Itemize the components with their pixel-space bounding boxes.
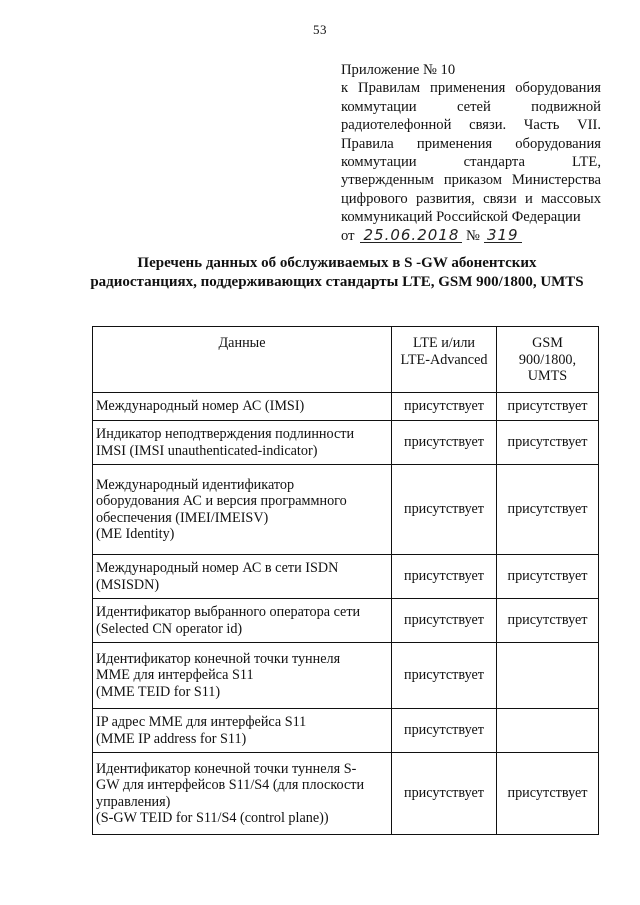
header-gsm-line: GSM (532, 335, 563, 351)
cell-data-name (93, 465, 392, 555)
cell-data-name-line: (MME TEID for S11) (96, 683, 221, 700)
cell-data-name-line: (MSISDN) (96, 576, 160, 593)
table-row (93, 709, 599, 753)
cell-data-name-line: Международный номер АС в сети ISDN (96, 560, 339, 576)
cell-data-name-line: MME для интерфейса S11 (96, 667, 254, 684)
cell-data-name (93, 709, 392, 753)
cell-gsm-status: присутствует (497, 753, 599, 835)
appendix-line: Правила применения оборудования (341, 135, 601, 152)
header-lte-line: LTE и/или (412, 335, 476, 351)
cell-data-name-line: (MME IP address for S11) (96, 730, 247, 747)
page-number: 53 (313, 22, 327, 37)
cell-data-name-line: Международный идентификатор (96, 476, 295, 493)
cell-data-name-line: Идентификатор конечной точки туннеля S- (96, 760, 357, 777)
header-data-label: Данные (218, 335, 266, 351)
header-data (93, 327, 392, 393)
cell-data-name-line: (S-GW TEID for S11/S4 (control plane)) (96, 810, 329, 826)
cell-data-name-line: Идентификатор конечной точки туннеля (96, 650, 341, 667)
order-signoff (341, 227, 601, 245)
appendix-line: к Правилам применения оборудования (341, 80, 601, 97)
cell-data-name (93, 599, 392, 643)
appendix-line: коммуникаций Российской Федерации (341, 209, 581, 226)
from-prefix: от (341, 227, 355, 244)
appendix-line: коммутации сетей подвижной (341, 98, 601, 115)
cell-lte-status: присутствует (392, 555, 497, 599)
appendix-line: цифрового развития, связи и массовых (341, 190, 601, 207)
document-title (40, 254, 634, 292)
header-lte-line: LTE-Advanced (400, 351, 488, 368)
table-row (93, 599, 599, 643)
cell-data-name-line: GW для интерфейсов S11/S4 (для плоскости (96, 777, 365, 793)
cell-data-name-line: Идентификатор выбранного оператора сети (96, 604, 361, 620)
cell-data-name-line: обеспечения (IMEI/IMEISV) (96, 509, 269, 526)
cell-data-name-line: Международный номер АС (IMSI) (96, 398, 305, 415)
header-lte (392, 327, 497, 393)
header-gsm-line: UMTS (527, 368, 568, 384)
cell-lte-status: присутствует (392, 599, 497, 643)
cell-data-name (93, 753, 392, 835)
cell-data-name-line: (Selected CN operator id) (96, 620, 243, 637)
cell-data-name (93, 555, 392, 599)
cell-data-name (93, 643, 392, 709)
cell-data-name-line: IMSI (IMSI unauthenticated-indicator) (96, 442, 318, 459)
cell-data-name (93, 393, 392, 421)
table-row (93, 555, 599, 599)
cell-data-name-line: управления) (96, 793, 171, 810)
table-row (93, 643, 599, 709)
header-gsm-line: 900/1800, (518, 351, 577, 368)
cell-gsm-status: присутствует (497, 393, 599, 421)
subscriber-data-table (92, 326, 599, 835)
handwritten-number: 319 (484, 228, 522, 243)
cell-gsm-status (497, 643, 599, 709)
handwritten-date: 25.06.2018 (360, 228, 462, 243)
cell-data-name-line: оборудования АС и версия программного (96, 493, 347, 509)
appendix-line: утвержденным приказом Министерства (341, 172, 601, 189)
cell-lte-status: присутствует (392, 709, 497, 753)
cell-data-name-line: (ME Identity) (96, 526, 175, 542)
cell-gsm-status: присутствует (497, 421, 599, 465)
cell-lte-status: присутствует (392, 393, 497, 421)
appendix-line: коммутации стандарта LTE, (341, 154, 601, 171)
cell-data-name-line: Индикатор неподтверждения подлинности (96, 426, 355, 442)
table-row (93, 753, 599, 835)
table-row (93, 421, 599, 465)
header-gsm (497, 327, 599, 393)
cell-gsm-status: присутствует (497, 599, 599, 643)
cell-gsm-status: присутствует (497, 555, 599, 599)
number-prefix: № (466, 227, 480, 244)
cell-data-name-line: IP адрес MME для интерфейса S11 (96, 714, 307, 730)
cell-data-name (93, 421, 392, 465)
table-body (93, 393, 599, 835)
cell-gsm-status: присутствует (497, 465, 599, 555)
table-row (93, 393, 599, 421)
appendix-line: радиотелефонной связи. Часть VII. (341, 117, 601, 134)
title-line-2: радиостанциях, поддерживающих стандарты LTE, GSM 900/1800, UMTS (90, 274, 584, 290)
title-line-1: Перечень данных об обслуживаемых в S -GW абонентских (137, 255, 537, 271)
table-row (93, 465, 599, 555)
cell-lte-status: присутствует (392, 421, 497, 465)
appendix-line: Приложение № 10 (341, 62, 456, 78)
appendix-header (341, 61, 601, 245)
cell-lte-status: присутствует (392, 643, 497, 709)
cell-lte-status: присутствует (392, 753, 497, 835)
cell-gsm-status (497, 709, 599, 753)
cell-lte-status: присутствует (392, 465, 497, 555)
table-header-row (93, 327, 599, 393)
